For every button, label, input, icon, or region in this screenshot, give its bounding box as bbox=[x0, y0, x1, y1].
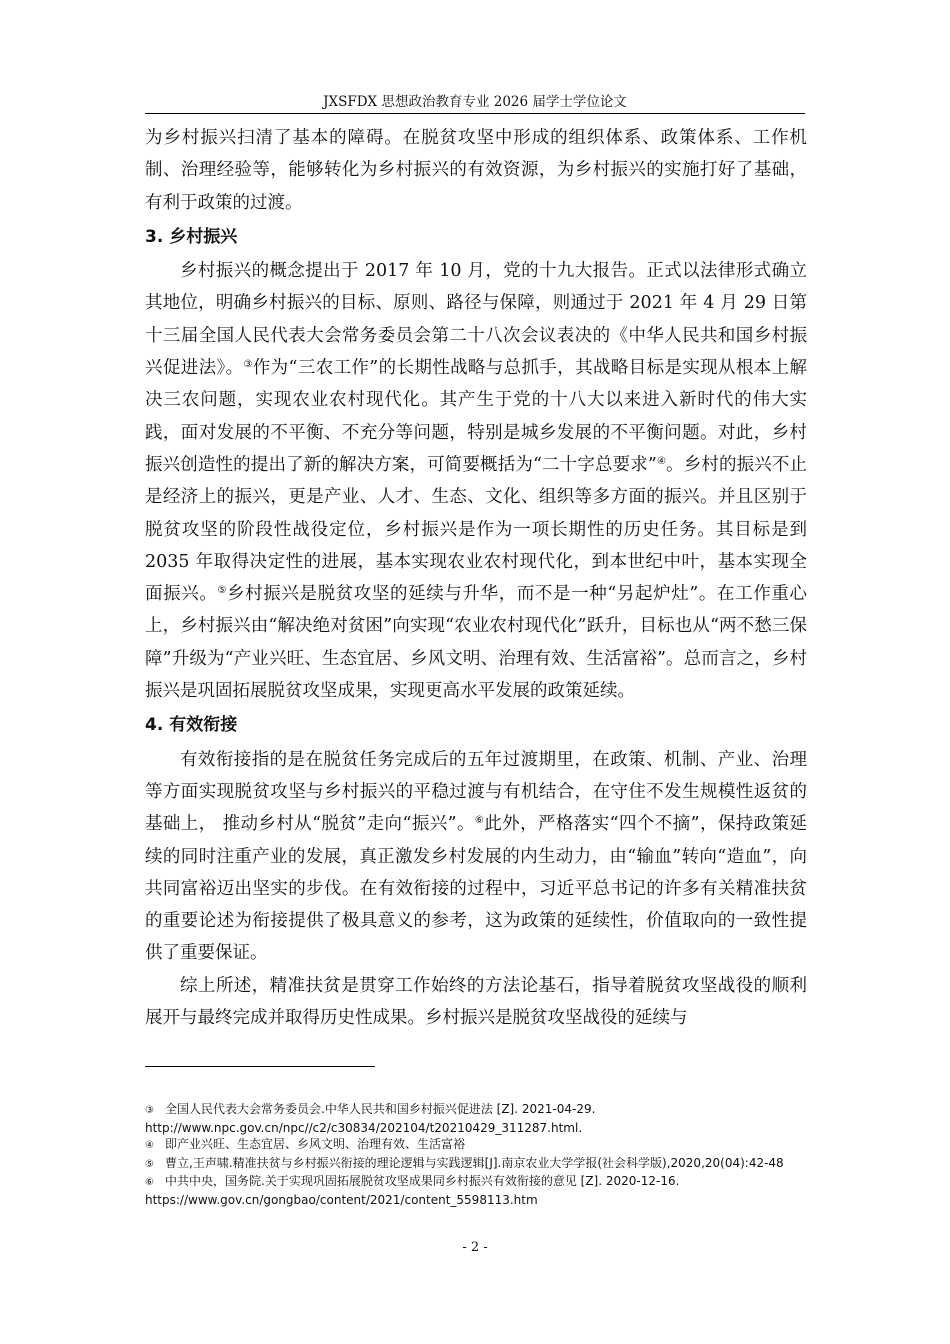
paragraph-rural-revitalization bbox=[145, 255, 807, 707]
para-text: 此外，严格落实“四个不摘”，保持政策延续的同时注重产业的发展，真正激发乡村发展的内生动力，由“输血”转向“造血”，向共同富裕迈出坚实的步伐。在有效衔接的过程中，习近平总书记的许多有关精准扶贫的重要论述为衔接提供了极具意义的参考，这为政策的延续性，价值取向的一致性提供了重要保证。 bbox=[145, 814, 807, 964]
footnotes bbox=[145, 1101, 807, 1208]
footnote-mark: ④ bbox=[145, 1140, 154, 1151]
footnote-text: 中共中央，国务院.关于实现巩固拓展脱贫攻坚成果同乡村振兴有效衔接的意见 [Z]. 2020-12-16. https://www.gov.cn/gongbao/content/2021/content_5598113.htm bbox=[145, 1174, 680, 1207]
footnote-ref-3[interactable]: ③ bbox=[243, 359, 253, 371]
footnote-mark: ⑥ bbox=[145, 1177, 154, 1188]
para-text: 有效衔接指的是在脱贫任务完成后的五年过渡期里，在政策、机制、产业、治理等方面实现脱贫攻坚与乡村振兴的平稳过渡与有机结合，在守住不发生规模性返贫的基础上， 推动乡村从“脱贫”走向“振兴”。 bbox=[145, 749, 807, 835]
footnote-5 bbox=[145, 1155, 807, 1174]
running-header: JXSFDX 思想政治教育专业 2026 届学士学位论文 bbox=[323, 94, 627, 110]
para-text: 作为“三农工作”的长期性战略与总抓手，其战略目标是实现从根本上解决三农问题，实现农业农村现代化。其产生于党的十八大以来进入新时代的伟大实践，面对发展的不平衡、不充分等问题，特别是城乡发展的不平衡问题。对此，乡村振兴创造性的提出了新的解决方案，可简要概括为“二十字总要求” bbox=[145, 358, 808, 475]
para-text: 。乡村的振兴不止是经济上的振兴，更是产业、人才、生态、文化、组织等多方面的振兴。并且区别于脱贫攻坚的阶段性战役定位，乡村振兴是作为一项长期性的历史任务。其目标是到 2035 年取得决定性的进展，基本实现农业农村现代化，到本世纪中叶，基本实现全面振兴。 bbox=[145, 454, 808, 605]
footnote-ref-5[interactable]: ⑤ bbox=[217, 585, 228, 597]
paragraph-continuation: 为乡村振兴扫清了基本的障碍。在脱贫攻坚中形成的组织体系、政策体系、工作机制、治理经验等，能够转化为乡村振兴的有效资源，为乡村振兴的实施打好了基础，有利于政策的过渡。 bbox=[145, 128, 807, 213]
footnote-mark: ⑤ bbox=[145, 1158, 154, 1170]
section-heading-4: 4. 有效衔接 bbox=[145, 715, 238, 736]
body-text bbox=[145, 122, 807, 1034]
footnote-ref-6[interactable]: ⑥ bbox=[474, 815, 485, 827]
header-rule bbox=[145, 113, 805, 114]
footnote-text: 全国人民代表大会常务委员会.中华人民共和国乡村振兴促进法 [Z]. 2021-04-29. http://www.npc.gov.cn/npc//c2/c30834/202104/t20210429_311287.html. bbox=[145, 1102, 596, 1135]
footnote-3 bbox=[145, 1101, 807, 1136]
footnote-mark: ③ bbox=[145, 1105, 154, 1116]
footnote-text: 曹立,王声啸.精准扶贫与乡村振兴衔接的理论逻辑与实践逻辑[J].南京农业大学学报(社会科学版),2020,20(04):42-48 bbox=[165, 1155, 784, 1170]
footnote-4 bbox=[145, 1136, 807, 1155]
footnote-text: 即产业兴旺、生态宜居、乡风文明、治理有效、生活富裕 bbox=[165, 1137, 466, 1151]
para-text: 乡村振兴是脱贫攻坚的延续与升华，而不是一种“另起炉灶”。在工作重心上，乡村振兴由“解决绝对贫困”向实现“农业农村现代化”跃升，目标也从“两不愁三保障”升级为“产业兴旺、生态宜居、乡风文明、治理有效、生活富裕”。总而言之，乡村振兴是巩固拓展脱贫攻坚成果，实现更高水平发展的政策延续。 bbox=[145, 584, 807, 702]
footnote-rule bbox=[145, 1066, 375, 1067]
paragraph-effective-connection bbox=[145, 744, 807, 970]
paragraph-summary: 综上所述，精准扶贫是贯穿工作始终的方法论基石，指导着脱贫攻坚战役的顺利展开与最终完成并取得历史性成果。乡村振兴是脱贫攻坚战役的延续与 bbox=[145, 975, 807, 1029]
section-heading-3: 3. 乡村振兴 bbox=[145, 226, 238, 247]
footnote-6 bbox=[145, 1173, 807, 1208]
page-number: - 2 - bbox=[462, 1240, 488, 1255]
para-text: 乡村振兴的概念提出于 2017 年 10 月，党的十九大报告。正式以法律形式确立其地位，明确乡村振兴的目标、原则、路径与保障，则通过于 2021 年 4 月 29 日第十三届全国人民代表大会常务委员会第二十八次会议表决的《中华人民共和国乡村振兴促进法》。 bbox=[145, 261, 807, 379]
footnote-ref-4[interactable]: ④ bbox=[656, 455, 667, 467]
